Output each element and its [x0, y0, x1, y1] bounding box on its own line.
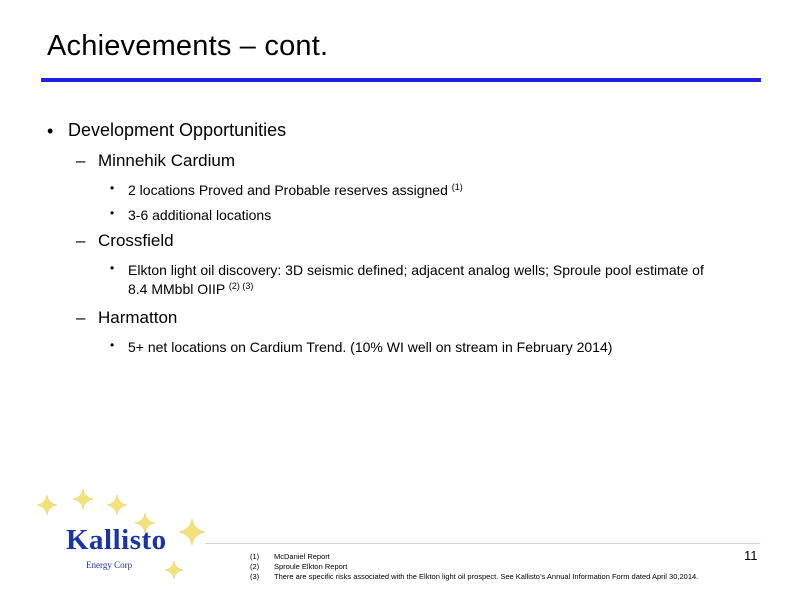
- sparkle-star-icon: [106, 494, 128, 516]
- list-item-text: Elkton light oil discovery: 3D seismic defined; adjacent analog wells; Sproule pool estimate of 8.4 MMbbl OIIP: [128, 262, 704, 297]
- footnote-ref: (1): [451, 182, 463, 192]
- bullet-dot: •: [110, 206, 115, 220]
- logo-subtitle: Energy Corp: [86, 560, 133, 570]
- sparkle-star-icon: [72, 488, 94, 510]
- list-item-text: 2 locations Proved and Probable reserves assigned: [128, 182, 448, 198]
- bullet-dot: •: [110, 181, 115, 195]
- dash-marker: –: [76, 151, 86, 170]
- subheading-label: Harmatton: [98, 308, 178, 327]
- list-item-text: 3-6 additional locations: [128, 207, 272, 223]
- bullet-label: Development Opportunities: [68, 120, 287, 140]
- kallisto-logo: [30, 488, 220, 588]
- bullet-dot: •: [110, 338, 115, 352]
- footnote-text: McDaniel Report: [274, 552, 330, 561]
- footer-divider: [205, 543, 760, 544]
- footnote-number: (1): [250, 552, 260, 561]
- logo-name: Kallisto: [66, 524, 167, 556]
- footnote-number: (2): [250, 562, 260, 571]
- dash-marker: –: [76, 231, 86, 250]
- subheading-label: Crossfield: [98, 231, 174, 250]
- footnote-text: There are specific risks associated with the Elkton light oil prospect. See Kallisto’s Annual Information Form dated April 30,2014.: [274, 572, 699, 581]
- subheading-label: Minnehik Cardium: [98, 151, 235, 170]
- bullet-dot: •: [110, 261, 115, 275]
- list-item-text: 5+ net locations on Cardium Trend. (10% WI well on stream in February 2014): [128, 339, 613, 355]
- sparkle-star-icon: [178, 518, 206, 546]
- slide-title: Achievements – cont.: [47, 30, 329, 62]
- footnote-text: Sproule Elkton Report: [274, 562, 348, 571]
- footnote-number: (3): [250, 572, 260, 581]
- bullet-dot: •: [47, 121, 54, 141]
- dash-marker: –: [76, 308, 86, 327]
- footnote-ref: (2) (3): [228, 281, 254, 291]
- page-number: 11: [744, 548, 758, 563]
- sparkle-star-icon: [36, 494, 58, 516]
- sparkle-star-icon: [164, 560, 184, 580]
